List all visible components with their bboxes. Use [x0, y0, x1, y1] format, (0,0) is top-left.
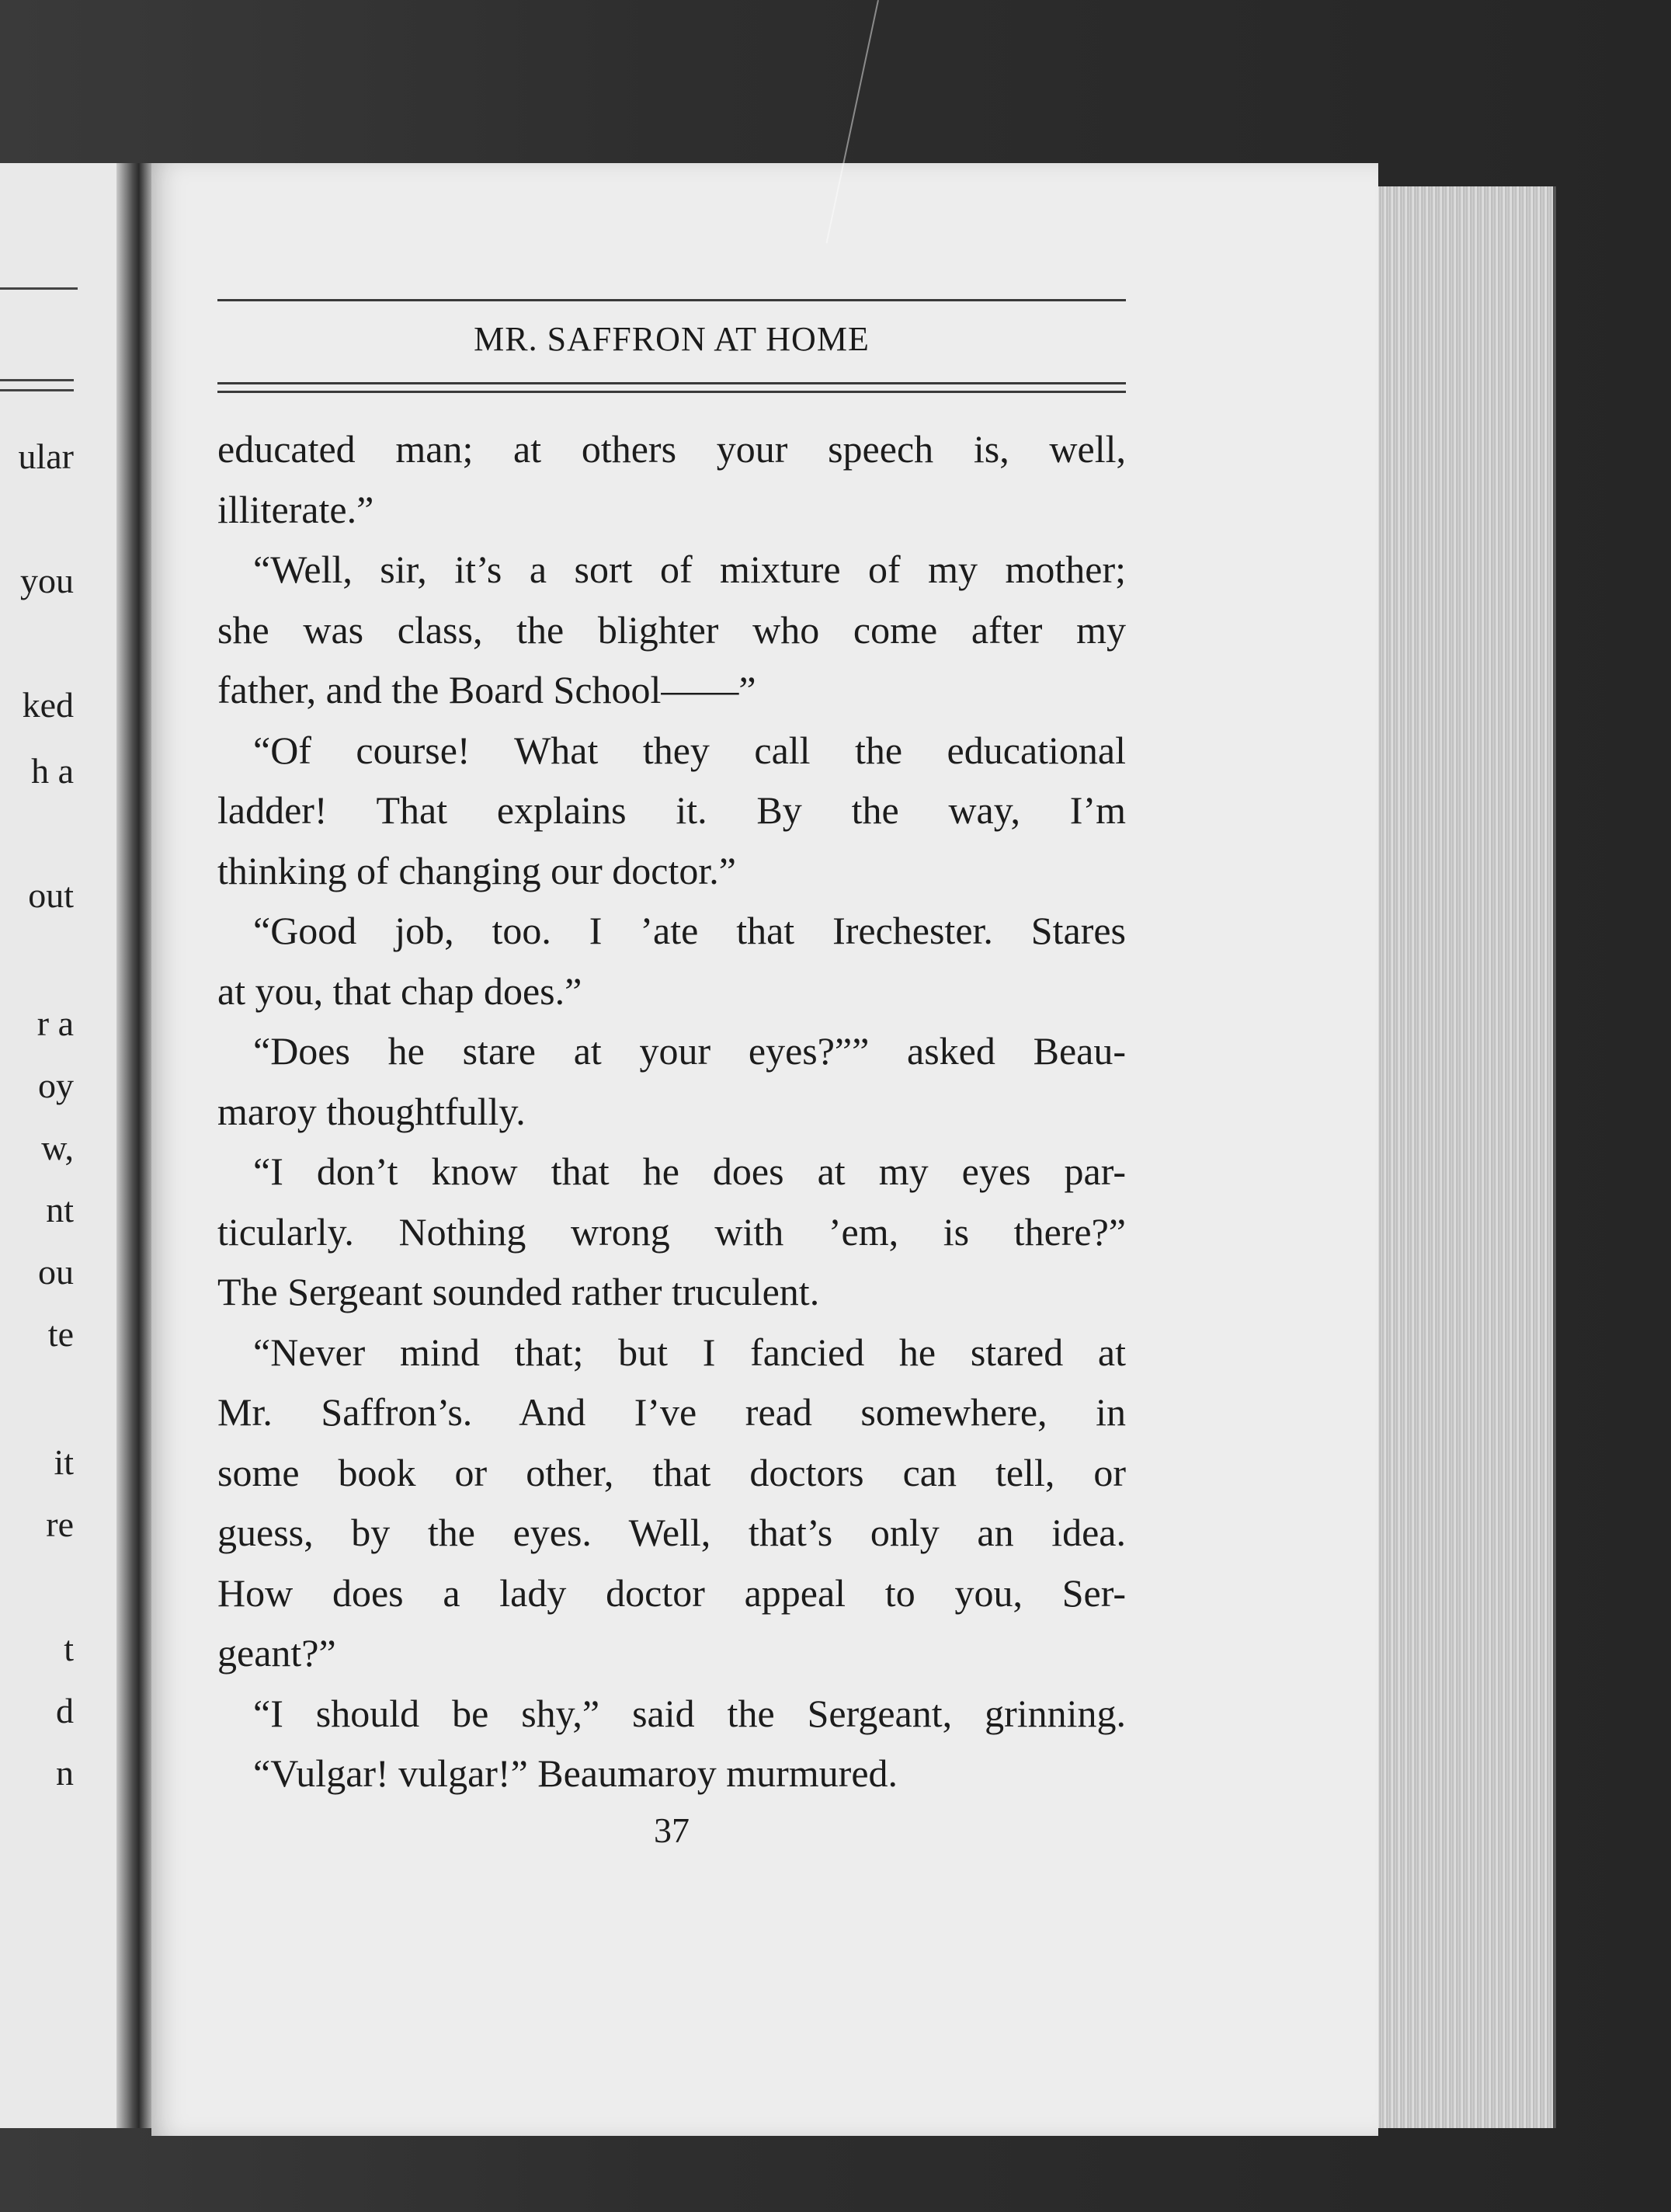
text-line: The Sergeant sounded rather truculent.: [217, 1270, 820, 1313]
running-head: MR. SAFFRON AT HOME: [474, 320, 870, 358]
text-line: at you, that chap does.”: [217, 969, 582, 1013]
body-text: [217, 419, 1126, 1804]
facing-page-fragment: w,: [41, 1128, 74, 1167]
text-line: “Of course! What they call the educational: [253, 728, 1126, 772]
text-line: illiterate.”: [217, 487, 374, 531]
facing-page-fragment: it: [54, 1442, 74, 1482]
text-line: ladder! That explains it. By the way, I’m: [217, 788, 1126, 832]
facing-page-fragment: n: [56, 1753, 74, 1793]
page-edges: [1367, 186, 1556, 2128]
facing-page-fragment: ked: [22, 685, 74, 725]
text-line: “Well, sir, it’s a sort of mixture of my mother;: [253, 548, 1126, 591]
facing-page-fragment: r a: [36, 1003, 74, 1043]
text-line: some book or other, that doctors can tell, or: [217, 1450, 1126, 1494]
facing-page-fragment: you: [20, 561, 74, 600]
text-line: “Vulgar! vulgar!” Beaumaroy murmured.: [253, 1751, 898, 1795]
page-number: 37: [654, 1810, 690, 1850]
text-line: father, and the Board School——”: [217, 668, 756, 711]
text-line: guess, by the eyes. Well, that’s only an idea.: [217, 1511, 1126, 1554]
facing-page-rule: [0, 287, 78, 290]
text-line: Mr. Saffron’s. And I’ve read somewhere, in: [217, 1390, 1126, 1434]
header-rule: [217, 299, 1126, 301]
facing-page-fragment: t: [64, 1629, 74, 1668]
text-line: geant?”: [217, 1631, 336, 1675]
facing-page-fragment: out: [28, 875, 74, 915]
header-double-rule: [217, 382, 1126, 393]
book-gutter: [116, 163, 154, 2128]
facing-page-fragment: ou: [38, 1252, 74, 1292]
text-line: thinking of changing our doctor.”: [217, 848, 736, 892]
facing-page-fragment: d: [56, 1691, 74, 1730]
facing-page-fragment: nt: [46, 1190, 74, 1229]
facing-page-fragment: re: [46, 1504, 74, 1544]
facing-page-fragment: te: [47, 1314, 74, 1354]
text-line: she was class, the blighter who come after my: [217, 607, 1126, 652]
facing-page-fragment: ular: [18, 436, 74, 476]
text-line: “Good job, too. I ’ate that Irechester. Stares: [253, 909, 1126, 952]
facing-page-double-rule: [0, 379, 74, 391]
facing-page-fragment: h a: [31, 751, 74, 791]
text-line: maroy thoughtfully.: [217, 1089, 526, 1133]
book-page: [151, 163, 1378, 2136]
text-line: ticularly. Nothing wrong with ’em, is there?”: [217, 1209, 1126, 1254]
text-line: “Does he stare at your eyes?”” asked Beau-: [253, 1029, 1126, 1073]
text-line: “I should be shy,” said the Sergeant, grinning.: [253, 1691, 1126, 1735]
text-line: educated man; at others your speech is, well,: [217, 427, 1126, 471]
text-line: How does a lady doctor appeal to you, Ser-: [217, 1570, 1126, 1615]
facing-page-fragment: oy: [38, 1066, 74, 1105]
text-line: “I don’t know that he does at my eyes par-: [253, 1149, 1126, 1193]
text-line: “Never mind that; but I fancied he stared at: [253, 1330, 1126, 1374]
